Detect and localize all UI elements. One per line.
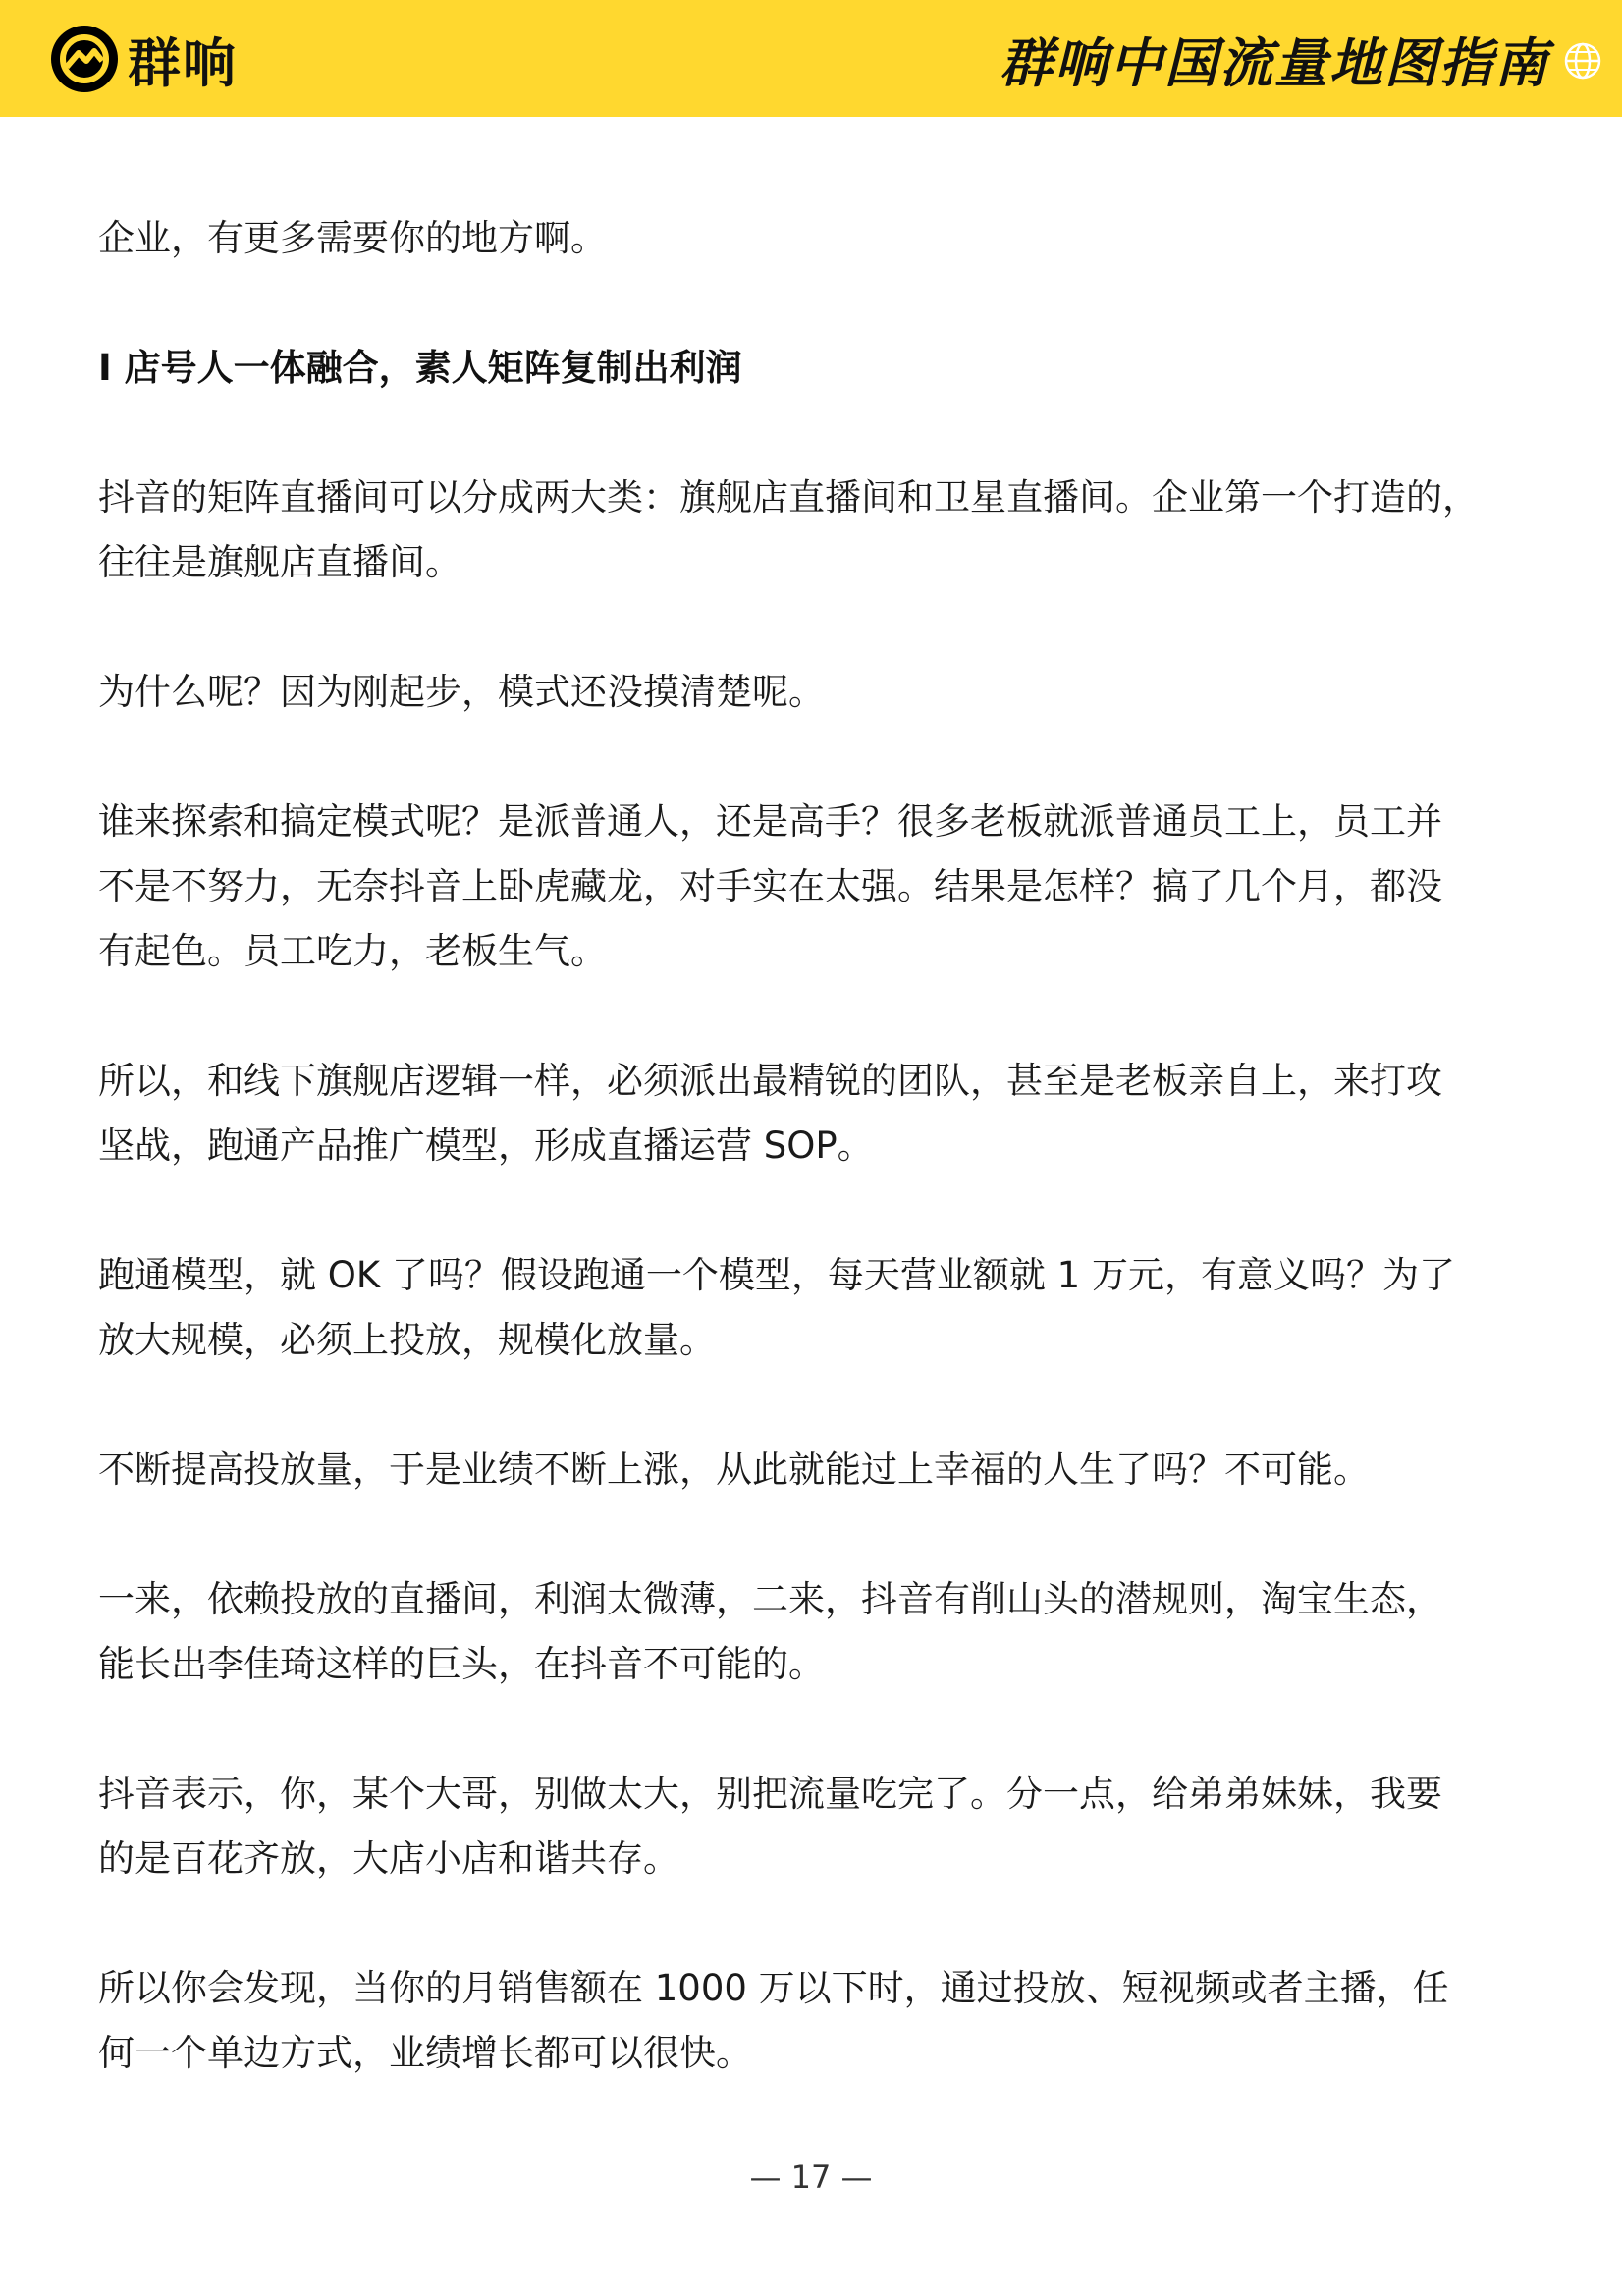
guide-title: 群响中国流量地图指南 bbox=[1000, 31, 1549, 94]
paragraph-line: 何一个单边方式，业绩增长都可以很快。 bbox=[98, 2032, 752, 2074]
paragraph-line: 所以你会发现，当你的月销售额在 1000 万以下时，通过投放、短视频或者主播，任 bbox=[98, 1967, 1449, 2009]
paragraph-line: 能长出李佳琦这样的巨头，在抖音不可能的。 bbox=[98, 1643, 825, 1685]
paragraph-line: 的是百花齐放，大店小店和谐共存。 bbox=[98, 1837, 679, 1880]
paragraph-line: 放大规模，必须上投放，规模化放量。 bbox=[98, 1319, 716, 1361]
paragraph-line: 抖音的矩阵直播间可以分成两大类：旗舰店直播间和卫星直播间。企业第一个打造的， bbox=[98, 476, 1479, 519]
paragraph-line: 为什么呢？因为刚起步，模式还没摸清楚呢。 bbox=[98, 671, 825, 713]
paragraph-line: 所以，和线下旗舰店逻辑一样，必须派出最精锐的团队，甚至是老板亲自上，来打攻 bbox=[98, 1060, 1442, 1102]
article-body bbox=[98, 206, 1532, 2086]
paragraph-line: 一来，依赖投放的直播间，利润太微薄，二来，抖音有削山头的潜规则，淘宝生态， bbox=[98, 1578, 1442, 1620]
section-heading: I 店号人一体融合，素人矩阵复制出利润 bbox=[98, 347, 742, 389]
logo-mark-icon bbox=[51, 26, 118, 92]
paragraph-line: 抖音表示，你，某个大哥，别做太大，别把流量吃完了。分一点，给弟弟妹妹，我要 bbox=[98, 1773, 1442, 1815]
paragraph-line: 谁来探索和搞定模式呢？是派普通人，还是高手？很多老板就派普通员工上，员工并 bbox=[98, 800, 1442, 843]
paragraph-line: 不是不努力，无奈抖音上卧虎藏龙，对手实在太强。结果是怎样？搞了几个月，都没 bbox=[98, 865, 1442, 907]
paragraph-line: 跑通模型，就 OK 了吗？假设跑通一个模型，每天营业额就 1 万元，有意义吗？为了 bbox=[98, 1254, 1455, 1296]
globe-icon bbox=[1563, 41, 1602, 81]
paragraph-line: 企业，有更多需要你的地方啊。 bbox=[98, 217, 607, 259]
paragraph-line: 有起色。员工吃力，老板生气。 bbox=[98, 930, 607, 972]
paragraph-line: 不断提高投放量，于是业绩不断上涨，从此就能过上幸福的人生了吗？不可能。 bbox=[98, 1449, 1370, 1491]
page-number: — 17 — bbox=[749, 2159, 873, 2196]
paragraph-line: 坚战，跑通产品推广模型，形成直播运营 SOP。 bbox=[98, 1124, 874, 1167]
brand-logo bbox=[51, 24, 238, 94]
header-band bbox=[0, 0, 1622, 117]
brand-name: 群响 bbox=[128, 31, 238, 94]
paragraph-line: 往往是旗舰店直播间。 bbox=[98, 541, 461, 583]
